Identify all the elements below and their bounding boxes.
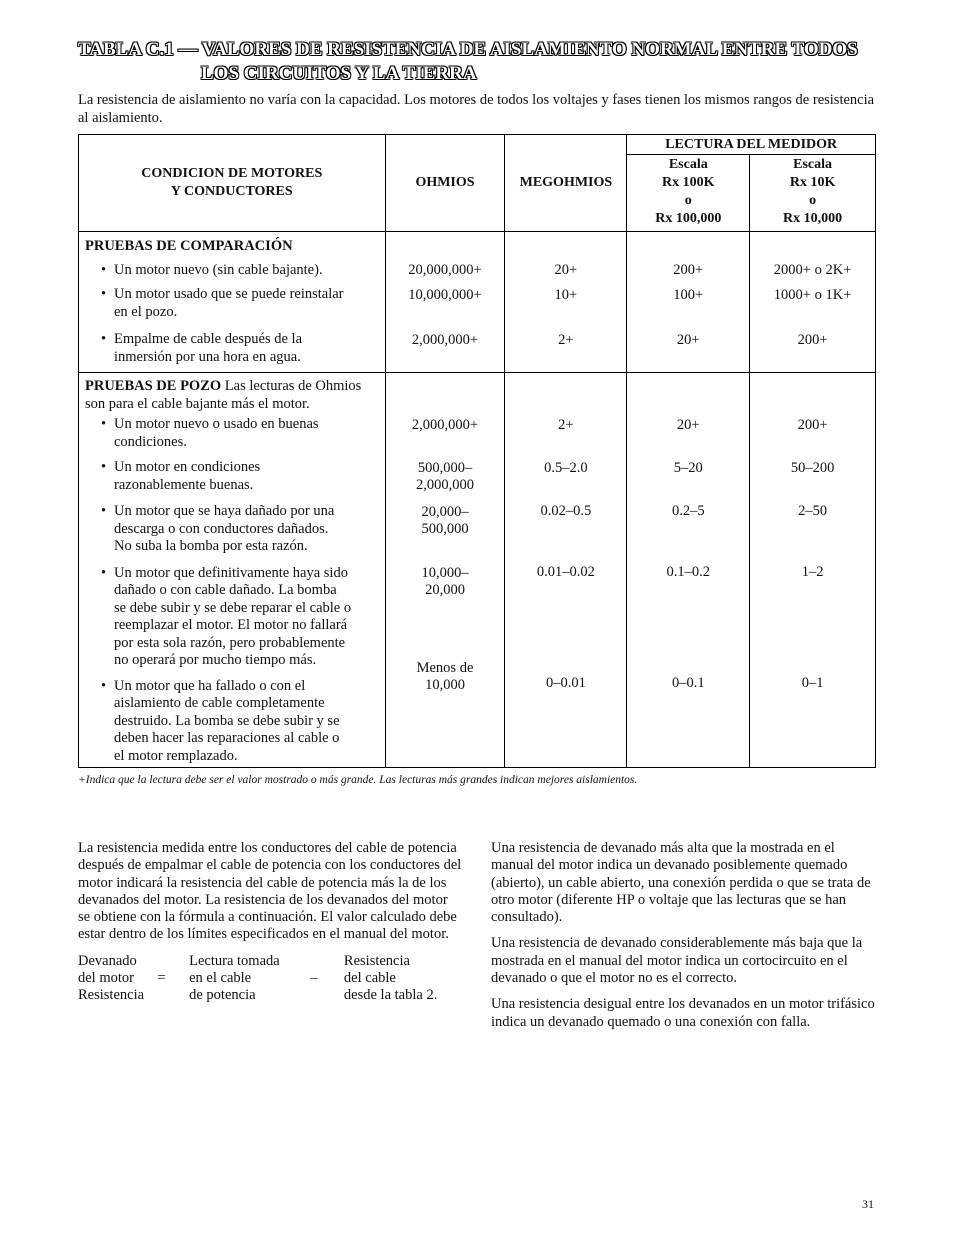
right-paragraph-3: Una resistencia desigual entre los devanados en un motor trifásico indica un devanado quemado o una conexión con falla. [491,996,875,1030]
list-item: • Un motor que ha fallado o con el aislamiento de cable completamente destruido. La bomba se debe subir y se deben hacer las reparaciones al cable o el motor remplazado. [101,677,340,764]
header-megohms: MEGOHMIOS [505,135,627,232]
scale-10k-cell: 200+ 50–200 2–50 1–2 0–1 [750,373,876,768]
right-column [491,840,876,1040]
megohms-cell: 20+ 10+ 2+ [505,232,627,373]
intro-text: La resistencia de aislamiento no varía con la capacidad. Los motores de todos los voltajes y fases tienen los mismos rangos de resistencia al aislamiento. [78,92,875,126]
winding-resistance-formula: Devanado del motor Resistencia = Lectura tomada en el cable de potencia – Resistencia del cable desde la tabla 2. [78,952,438,1004]
header-condition: CONDICION DE MOTORES Y CONDUCTORES [79,135,386,232]
left-column [78,840,463,1005]
list-item: • Empalme de cable después de la inmersión por una hora en agua. [101,331,303,365]
left-paragraph: La resistencia medida entre los conductores del cable de potencia después de empalmar el cable de potencia con los conductores del motor indicará la resistencia del cable de potencia más la de los devanados del motor. La resistencia de los devanados del motor se obtiene con la fórmula a continuación. El valor calculado debe estar dentro de los límites especificados en el manual del motor. [78,840,462,943]
scale-10k-cell: 2000+ o 2K+ 1000+ o 1K+ 200+ [750,232,876,373]
right-paragraph-1: Una resistencia de devanado más alta que la mostrada en el manual del motor indica un devanado posiblemente quemado (abierto), un cable abierto, una conexión perdida o que se trata de otro motor (diferente HP o voltaje que las lecturas que se han consultado). [491,840,871,926]
section-comparison-cell [79,232,386,373]
insulation-resistance-table [78,134,876,768]
table-footnote: +Indica que la lectura debe ser el valor mostrado o más grande. Las lecturas más grandes indican mejores aislamientos. [78,774,638,786]
list-item: • Un motor en condiciones razonablemente buenas. [101,459,261,493]
title-line-1: TABLA C.1 — VALORES DE RESISTENCIA DE AISLAMIENTO NORMAL ENTRE TODOS [78,39,858,60]
page-title [78,38,908,86]
section-comparison-title: PRUEBAS DE COMPARACIÓN [85,238,293,254]
scale-100k-cell: 200+ 100+ 20+ [627,232,750,373]
header-scale-10k: Escala Rx 10K o Rx 10,000 [750,155,876,232]
ohms-cell: 20,000,000+ 10,000,000+ 2,000,000+ [385,232,505,373]
scale-100k-cell: 20+ 5–20 0.2–5 0.1–0.2 0–0.1 [627,373,750,768]
header-ohms: OHMIOS [385,135,505,232]
title-line-2: LOS CIRCUITOS Y LA TIERRA [201,63,477,84]
megohms-cell: 2+ 0.5–2.0 0.02–0.5 0.01–0.02 0–0.01 [505,373,627,768]
ohms-cell: 2,000,000+ 500,000– 2,000,000 20,000– 500,000 10,000– 20,000 Menos de 10,000 [385,373,505,768]
list-item: • Un motor nuevo o usado en buenas condiciones. [101,416,319,450]
list-item: • Un motor usado que se puede reinstalar en el pozo. [101,286,344,320]
list-item: • Un motor que definitivamente haya sido dañado o con cable dañado. La bomba se debe subir y se debe reparar el cable o reemplazar el motor. El motor no fallará por esta sola razón, pero probablemente no operará por mucho tiempo más. [101,564,352,668]
header-meter-reading: LECTURA DEL MEDIDOR [627,135,876,155]
page-number: 31 [862,1197,874,1211]
section-well-cell: PRUEBAS DE POZO Las lecturas de Ohmios son para el cable bajante más el motor. • Un motor nuevo o usado en buenas condiciones. • Un motor en condiciones razonablemente buenas. • Un motor que se haya dañado por una descarga o con conductores dañados. No suba la bomba por esta razón. • Un motor que definitivamente haya sido dañado o con cable dañado. La bomba se debe subir y se debe reparar el cable o reemplazar el motor. El motor no fallará por esta sola razón, pero probablemente no operará por mucho tiempo más. • Un motor que ha fallado o con el aislamiento de cable completamente destruido. La bomba se debe subir y se deben hacer las reparaciones al cable o el motor remplazado. [79,373,386,768]
header-scale-100k: Escala Rx 100K o Rx 100,000 [627,155,750,232]
list-item: • Un motor nuevo (sin cable bajante). [101,261,323,278]
right-paragraph-2: Una resistencia de devanado considerablemente más baja que la mostrada en el manual del motor indica un cortocircuito en el devanado o que el motor no es el correcto. [491,935,863,987]
list-item: • Un motor que se haya dañado por una descarga o con conductores dañados. No suba la bomba por esta razón. [101,503,335,554]
section-well-title: PRUEBAS DE POZO [85,378,222,394]
